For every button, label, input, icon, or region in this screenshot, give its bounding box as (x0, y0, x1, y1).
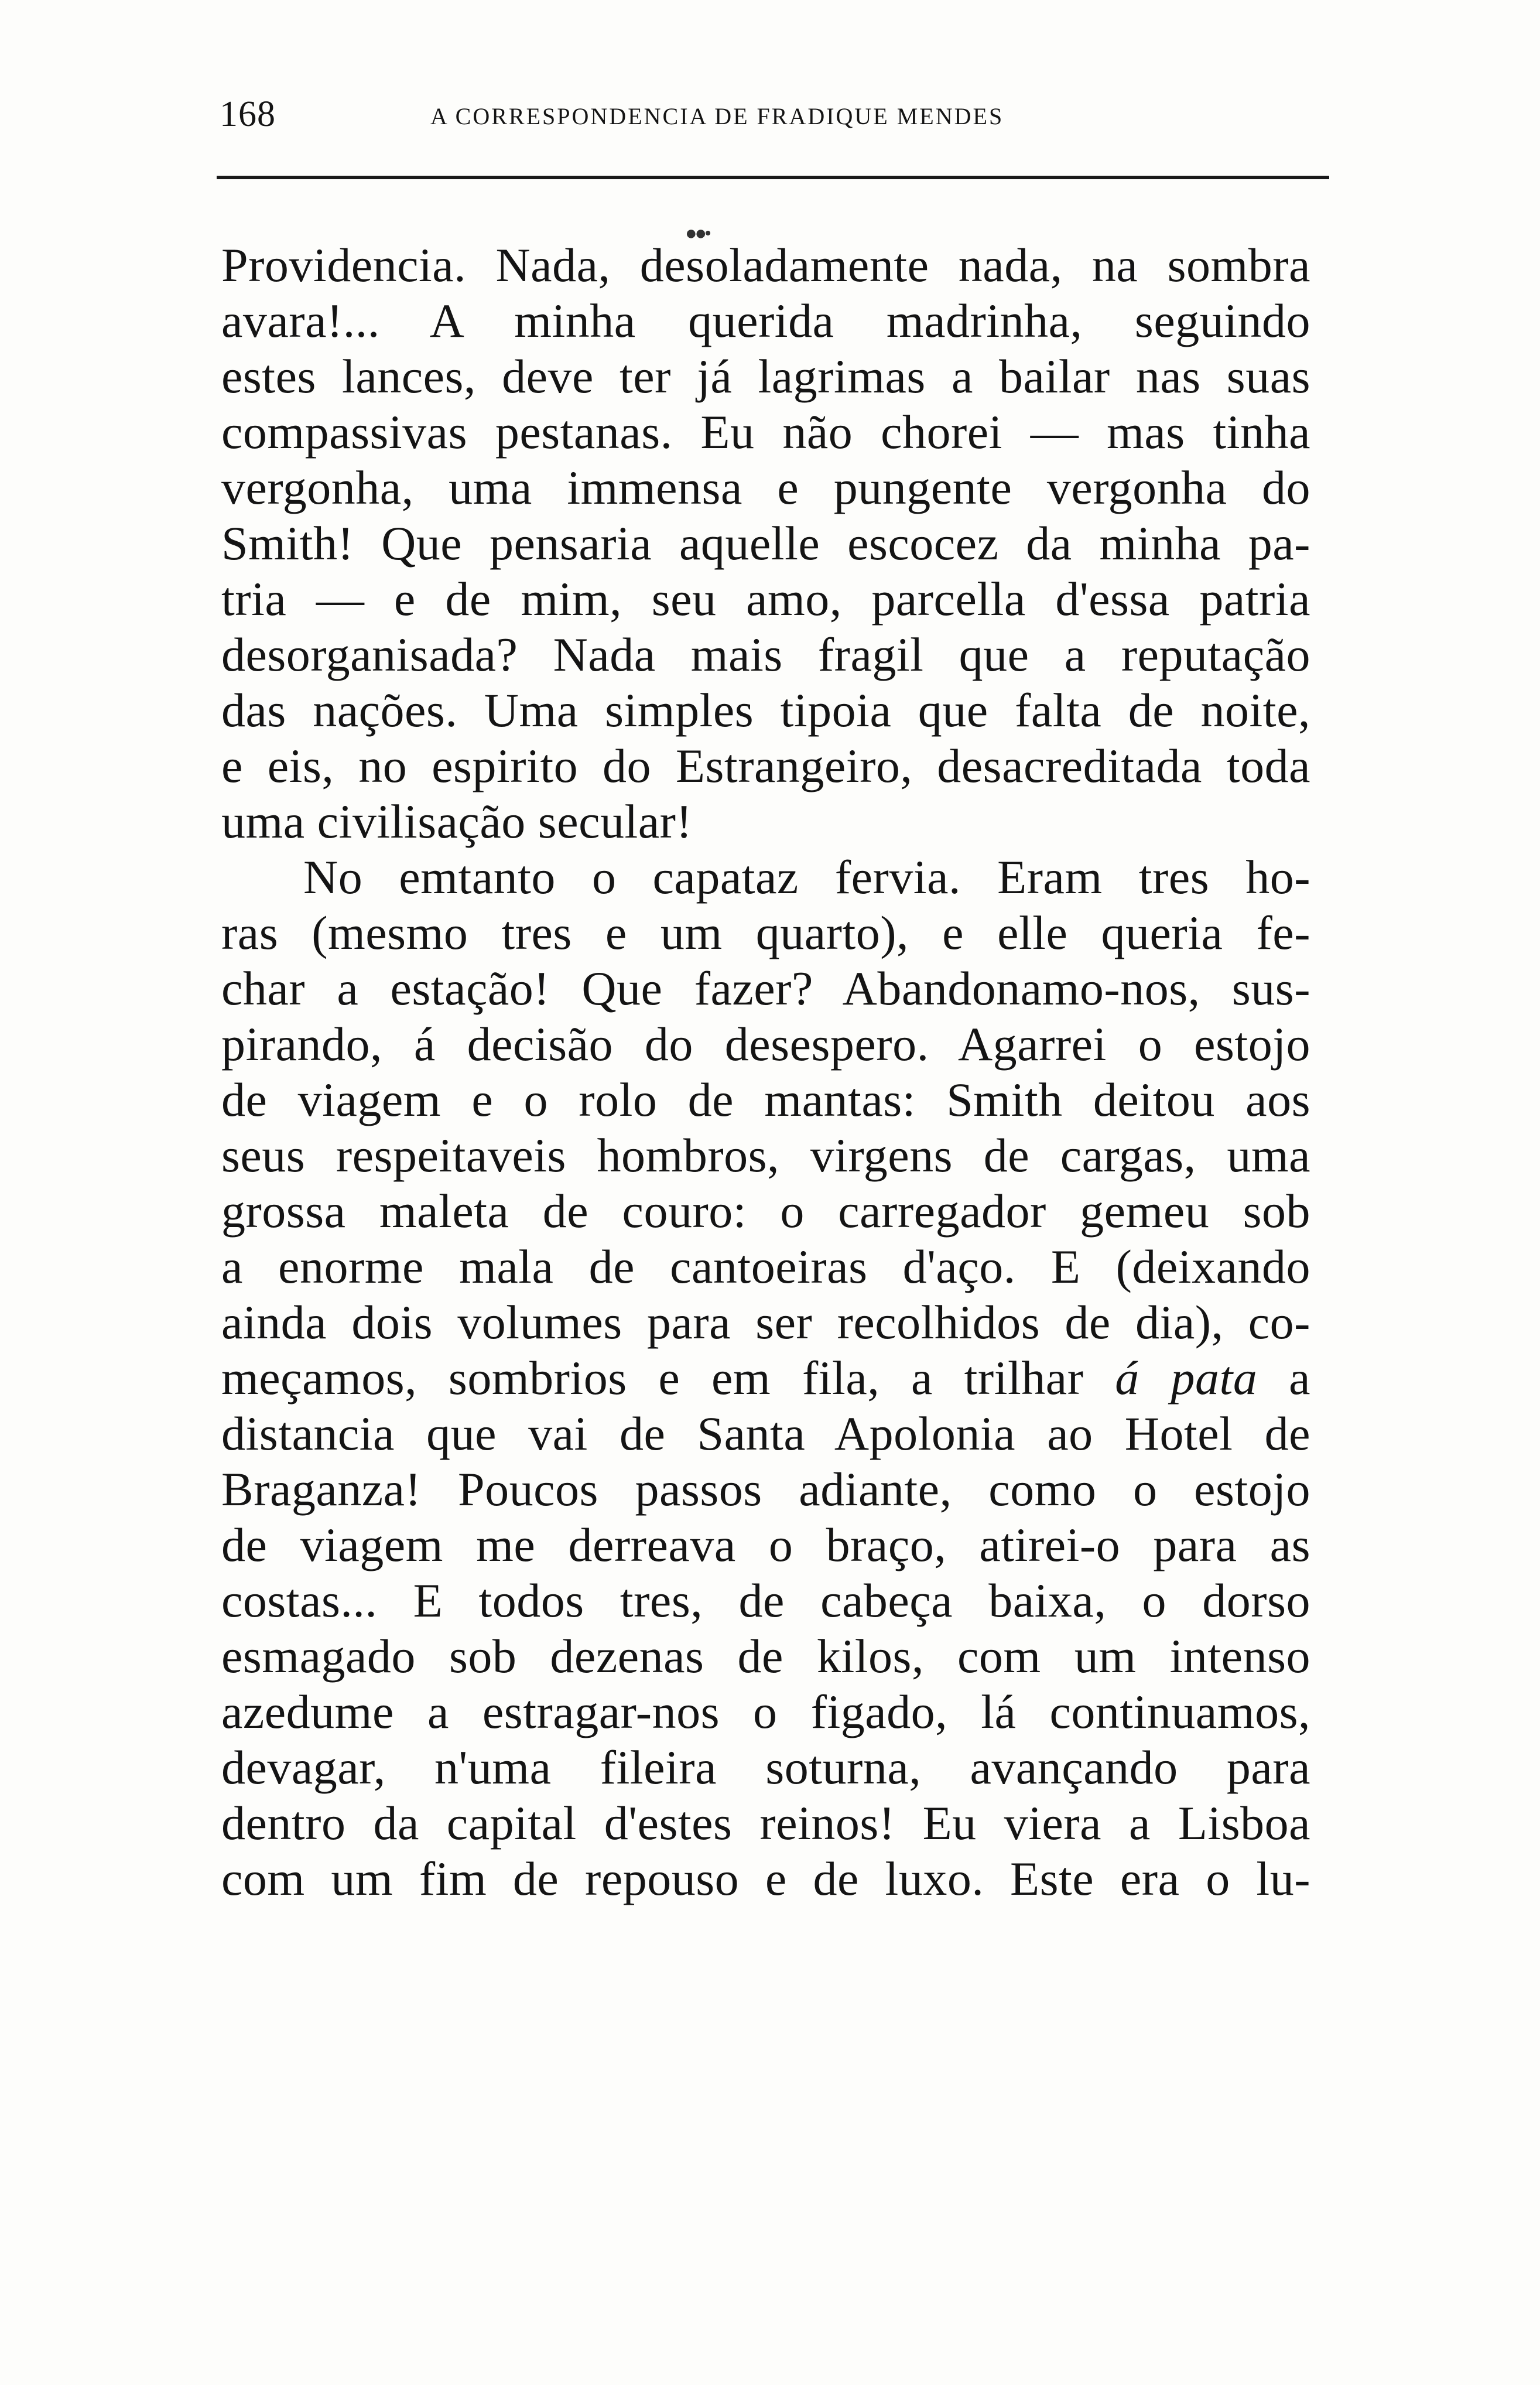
body-text (221, 237, 1310, 1906)
text-line: dentro da capital d'estes reinos! Eu viera a Lisboa (221, 1796, 1310, 1850)
text-line-paragraph-start: No emtanto o capataz fervia. Eram tres ho- (303, 850, 1310, 904)
text-line: a enorme mala de cantoeiras d'aço. E (deixando (221, 1240, 1310, 1293)
text-line: de viagem e o rolo de mantas: Smith deitou aos (221, 1073, 1310, 1126)
running-title: A CORRESPONDENCIA DE FRADIQUE MENDES (430, 103, 1004, 129)
text-segment: meçamos, sombrios e em fila, a trilhar (221, 1351, 1084, 1405)
text-line-paragraph-end: uma civilisação secular! (221, 795, 693, 848)
text-line: Braganza! Poucos passos adiante, como o estojo (221, 1463, 1310, 1516)
italic-phrase: á pata (1115, 1351, 1258, 1405)
text-line: tria — e de mim, seu amo, parcella d'essa patria (221, 572, 1310, 626)
text-line: esmagado sob dezenas de kilos, com um intenso (221, 1629, 1310, 1683)
text-line: grossa maleta de couro: o carregador gemeu sob (221, 1184, 1310, 1238)
text-line: seus respeitaveis hombros, virgens de cargas, uma (221, 1129, 1310, 1182)
text-line: ainda dois volumes para ser recolhidos de dia), co- (221, 1296, 1310, 1349)
text-segment: a (1289, 1351, 1310, 1405)
text-line: distancia que vai de Santa Apolonia ao Hotel de (221, 1407, 1310, 1460)
page-number: 168 (220, 94, 276, 134)
text-line-with-italic (221, 1350, 1310, 1406)
text-line: Smith! Que pensaria aquelle escocez da minha pa- (221, 517, 1310, 570)
ink-smudge: ●●• (685, 223, 709, 244)
text-line: azedume a estragar-nos o figado, lá continuamos, (221, 1685, 1310, 1738)
text-line: compassivas pestanas. Eu não chorei — mas tinha (221, 405, 1310, 459)
running-head (220, 88, 1320, 141)
text-line: Providencia. Nada, desoladamente nada, na sombra (221, 238, 1310, 292)
text-line: devagar, n'uma fileira soturna, avançando para (221, 1741, 1310, 1794)
text-line: estes lances, deve ter já lagrimas a bailar nas suas (221, 350, 1310, 403)
header-rule (217, 176, 1329, 179)
text-line: das nações. Uma simples tipoia que falta de noite, (221, 684, 1310, 737)
text-line: desorganisada? Nada mais fragil que a reputação (221, 628, 1310, 681)
text-line: char a estação! Que fazer? Abandonamo-nos, sus- (221, 962, 1310, 1015)
text-line: ras (mesmo tres e um quarto), e elle queria fe- (221, 906, 1310, 959)
text-line: e eis, no espirito do Estrangeiro, desacreditada toda (221, 739, 1310, 792)
text-line: pirando, á decisão do desespero. Agarrei o estojo (221, 1017, 1310, 1071)
text-line: com um fim de repouso e de luxo. Este era o lu- (221, 1852, 1310, 1905)
text-line: de viagem me derreava o braço, atirei-o para as (221, 1518, 1310, 1571)
text-line: vergonha, uma immensa e pungente vergonha do (221, 461, 1310, 514)
text-line: costas... E todos tres, de cabeça baixa, o dorso (221, 1574, 1310, 1627)
text-line: avara!... A minha querida madrinha, seguindo (221, 294, 1310, 347)
